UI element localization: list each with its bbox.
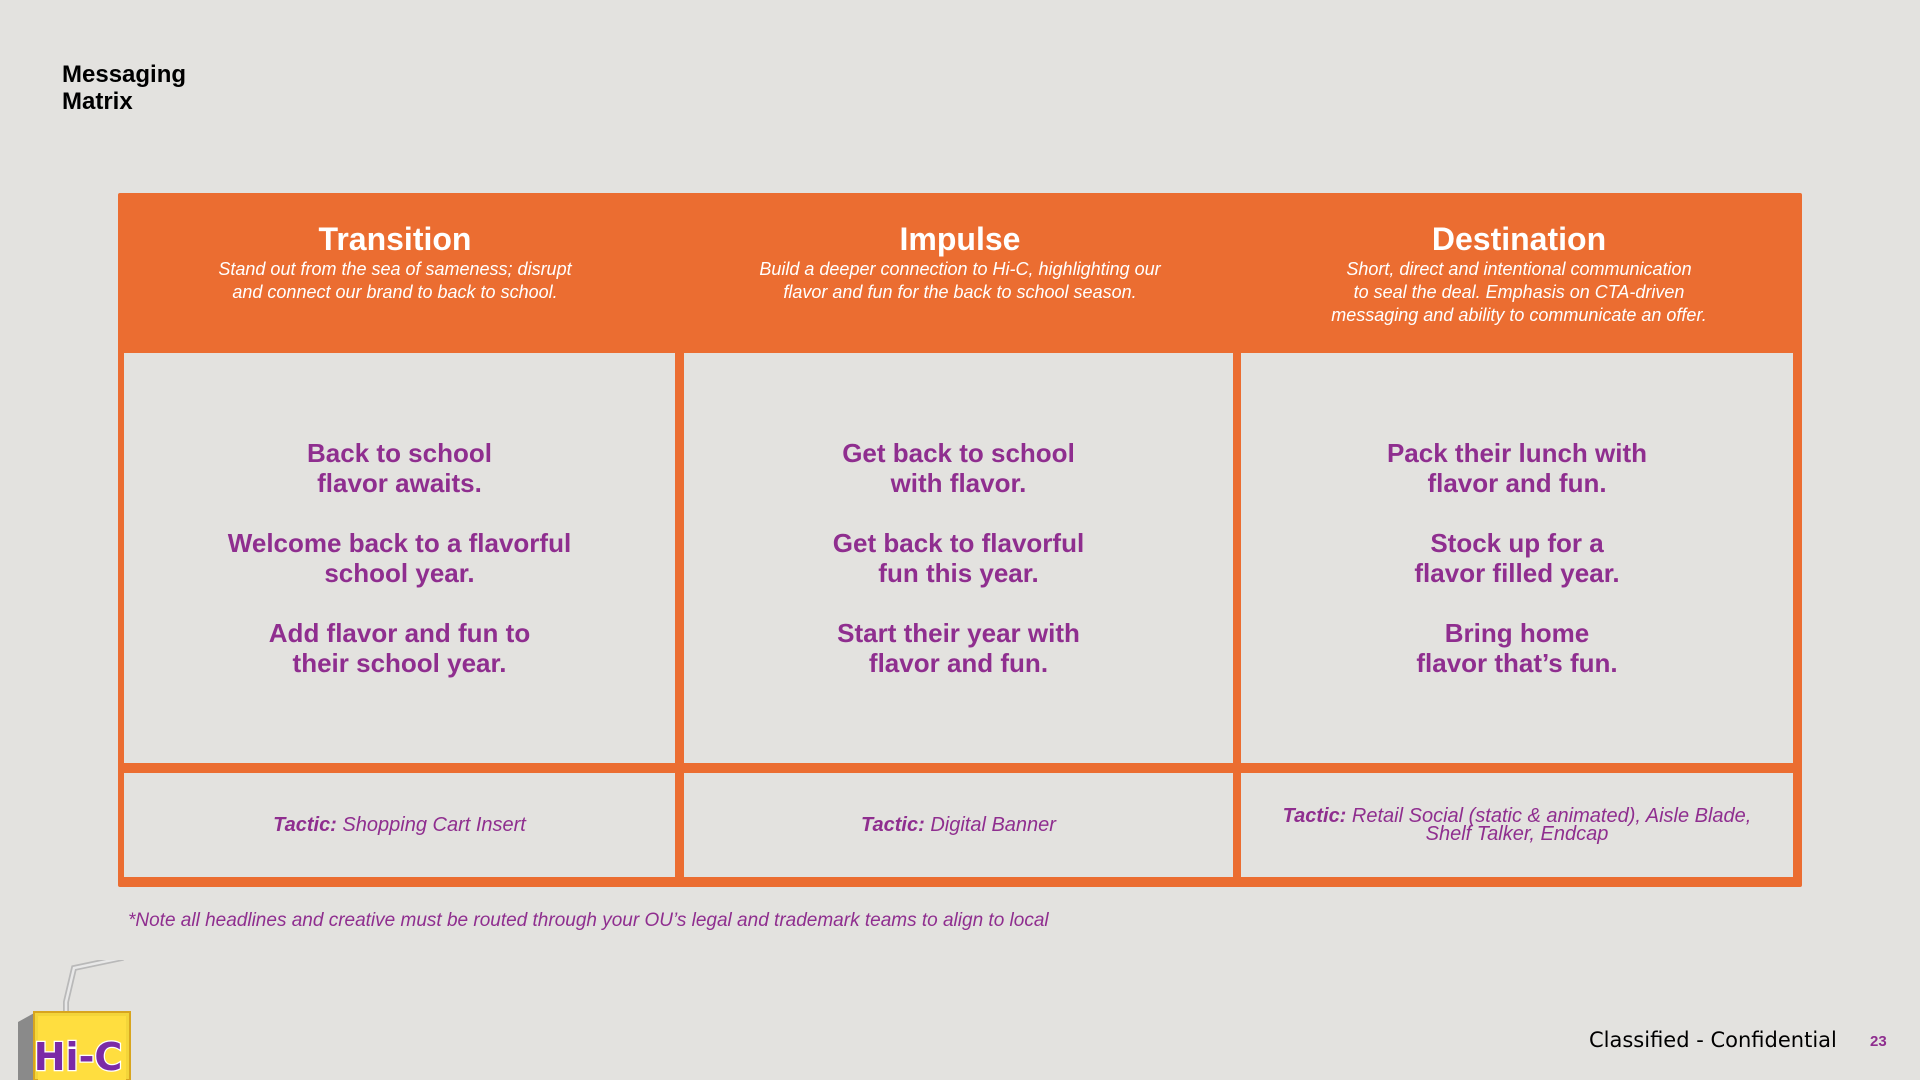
tactic-cell-impulse [684, 773, 1233, 877]
headlines-cell-transition [124, 353, 675, 763]
svg-text:Hi-C: Hi-C [33, 1035, 123, 1079]
page-title [62, 61, 186, 115]
page-title-line-1: Messaging [62, 61, 187, 88]
headline: Start their year with flavor and fun. [837, 618, 1080, 678]
tactic-label: Tactic: [1282, 805, 1347, 827]
column-description: Build a deeper connection to Hi-C, highlighting our flavor and fun for the back to school season. [759, 259, 1161, 302]
column-header-transition [120, 221, 670, 304]
headline: Get back to flavorful fun this year. [832, 528, 1085, 588]
headline: Stock up for a flavor filled year. [1414, 528, 1620, 588]
column-description: Short, direct and intentional communication to seal the deal. Emphasis on CTA-driven messaging and ability to communicate an offer. [1331, 259, 1707, 325]
tactic-value: Digital Banner [930, 814, 1056, 836]
messaging-matrix [118, 193, 1802, 887]
column-header-impulse [685, 221, 1235, 304]
classification-label: Classified - Confidential [1589, 1028, 1837, 1052]
headline: Pack their lunch with flavor and fun. [1386, 438, 1648, 498]
tactic-value: Shopping Cart Insert [342, 814, 526, 836]
tactic-label: Tactic: [273, 814, 337, 836]
tactic-text [124, 773, 675, 877]
tactic-cell-destination [1241, 773, 1793, 877]
tactic-text [1241, 773, 1793, 877]
legal-note: *Note all headlines and creative must be routed through your OU’s legal and trademark teams to align to local [128, 910, 1049, 931]
column-description: Stand out from the sea of sameness; disrupt and connect our brand to back to school. [218, 259, 572, 302]
column-header-destination [1244, 221, 1794, 327]
column-title: Transition [318, 221, 472, 257]
page-title-line-2: Matrix [62, 88, 133, 115]
headline: Add flavor and fun to their school year. [268, 618, 531, 678]
tactic-text [684, 773, 1233, 877]
headline: Get back to school with flavor. [842, 438, 1075, 498]
headline: Back to school flavor awaits. [307, 438, 492, 498]
tactic-label: Tactic: [861, 814, 925, 836]
tactic-cell-transition [124, 773, 675, 877]
column-title: Impulse [899, 221, 1021, 257]
hi-c-juice-box-logo-icon [14, 960, 134, 1080]
page-number: 23 [1870, 1033, 1887, 1050]
tactic-value: Retail Social (static & animated), Aisle Blade, Shelf Talker, Endcap [1351, 805, 1752, 845]
column-title: Destination [1431, 221, 1607, 257]
headline: Welcome back to a flavorful school year. [227, 528, 572, 588]
headline: Bring home flavor that’s fun. [1416, 618, 1618, 678]
headlines-cell-impulse [684, 353, 1233, 763]
headlines-cell-destination [1241, 353, 1793, 763]
